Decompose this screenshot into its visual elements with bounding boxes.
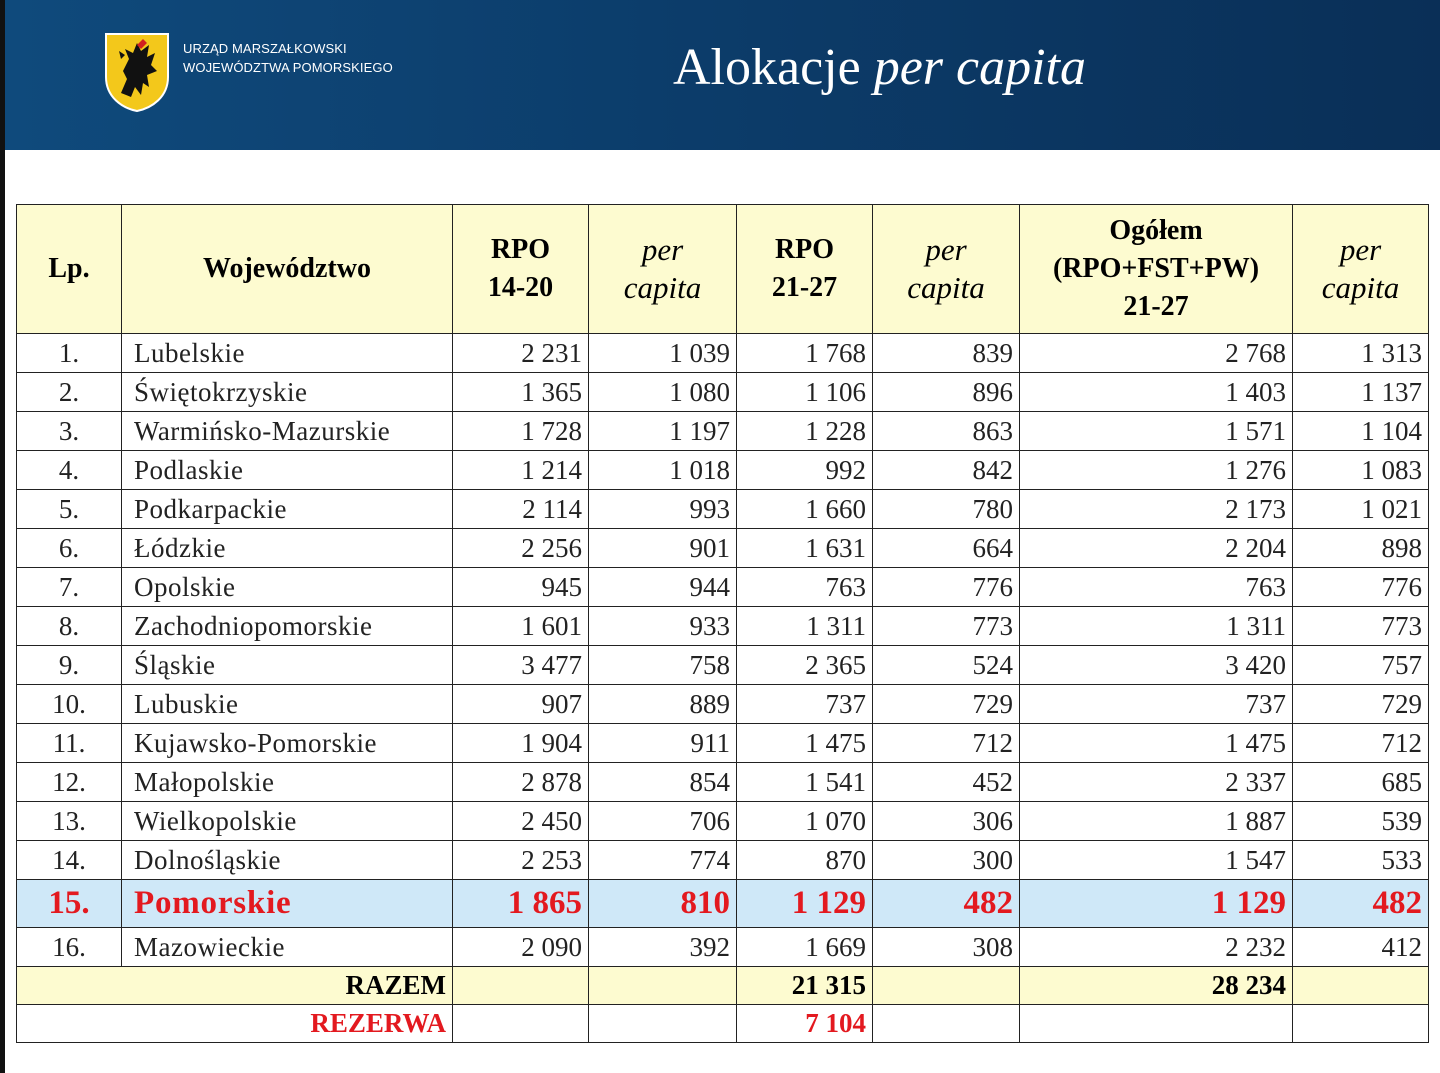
cell-per-capita-3: 898	[1293, 529, 1429, 568]
cell-lp: 10.	[17, 685, 122, 724]
cell-region: Lubuskie	[122, 685, 453, 724]
reserve-row	[17, 1005, 1429, 1043]
table-row	[17, 802, 1429, 841]
header-rpo-21-27	[737, 205, 873, 334]
header-rpo-14-20-line2: 14-20	[487, 272, 554, 303]
pomorskie-coat-of-arms-logo	[103, 31, 171, 113]
reserve-rpo-21-27: 7 104	[737, 1005, 873, 1043]
cell-per-capita-3: 1 137	[1293, 373, 1429, 412]
cell-lp: 6.	[17, 529, 122, 568]
cell-per-capita-2: 780	[873, 490, 1020, 529]
sum-label: RAZEM	[17, 967, 453, 1005]
cell-rpo-14-20: 2 090	[453, 928, 589, 967]
cell-per-capita-2: 308	[873, 928, 1020, 967]
cell-lp: 8.	[17, 607, 122, 646]
header-per-capita-2-line2: capita	[907, 270, 985, 305]
cell-rpo-21-27: 2 365	[737, 646, 873, 685]
table-body	[17, 334, 1429, 1043]
cell-lp: 15.	[17, 880, 122, 928]
sum-rpo-21-27: 21 315	[737, 967, 873, 1005]
cell-per-capita-1: 810	[589, 880, 737, 928]
sum-per-capita-3	[1293, 967, 1429, 1005]
cell-total: 2 204	[1020, 529, 1293, 568]
header-per-capita-1-line2: capita	[623, 270, 702, 305]
table-row	[17, 841, 1429, 880]
cell-lp: 7.	[17, 568, 122, 607]
cell-total: 1 129	[1020, 880, 1293, 928]
cell-total: 2 337	[1020, 763, 1293, 802]
cell-rpo-14-20: 3 477	[453, 646, 589, 685]
cell-per-capita-3: 1 021	[1293, 490, 1429, 529]
cell-per-capita-2: 306	[873, 802, 1020, 841]
table-row	[17, 724, 1429, 763]
table-row	[17, 529, 1429, 568]
header-total	[1020, 205, 1293, 334]
header-total-line1: Ogółem	[1109, 215, 1203, 246]
table-row	[17, 763, 1429, 802]
cell-per-capita-1: 1 197	[589, 412, 737, 451]
cell-total: 2 232	[1020, 928, 1293, 967]
cell-per-capita-3: 482	[1293, 880, 1429, 928]
sum-per-capita-2	[873, 967, 1020, 1005]
cell-rpo-21-27: 1 768	[737, 334, 873, 373]
cell-lp: 4.	[17, 451, 122, 490]
cell-rpo-21-27: 1 129	[737, 880, 873, 928]
cell-lp: 13.	[17, 802, 122, 841]
table-header-row	[17, 205, 1429, 334]
reserve-total	[1020, 1005, 1293, 1043]
cell-per-capita-2: 863	[873, 412, 1020, 451]
cell-region: Opolskie	[122, 568, 453, 607]
cell-total: 1 571	[1020, 412, 1293, 451]
cell-per-capita-2: 896	[873, 373, 1020, 412]
cell-per-capita-2: 729	[873, 685, 1020, 724]
cell-region: Pomorskie	[122, 880, 453, 928]
cell-lp: 14.	[17, 841, 122, 880]
cell-lp: 1.	[17, 334, 122, 373]
left-edge-bar	[0, 0, 5, 1073]
cell-region: Świętokrzyskie	[122, 373, 453, 412]
cell-rpo-14-20: 1 904	[453, 724, 589, 763]
cell-total: 1 276	[1020, 451, 1293, 490]
cell-per-capita-1: 1 018	[589, 451, 737, 490]
header-region	[122, 205, 453, 334]
cell-total: 3 420	[1020, 646, 1293, 685]
cell-per-capita-3: 712	[1293, 724, 1429, 763]
sum-row	[17, 967, 1429, 1005]
header-per-capita-2	[873, 205, 1020, 334]
header-rpo-21-27-line1: RPO	[774, 234, 835, 265]
cell-rpo-21-27: 1 228	[737, 412, 873, 451]
cell-per-capita-1: 911	[589, 724, 737, 763]
cell-rpo-14-20: 1 365	[453, 373, 589, 412]
cell-per-capita-3: 776	[1293, 568, 1429, 607]
reserve-per-capita-2	[873, 1005, 1020, 1043]
cell-per-capita-3: 533	[1293, 841, 1429, 880]
cell-rpo-14-20: 1 728	[453, 412, 589, 451]
cell-total: 1 887	[1020, 802, 1293, 841]
cell-region: Mazowieckie	[122, 928, 453, 967]
cell-per-capita-2: 482	[873, 880, 1020, 928]
header-rpo-21-27-line2: 21-27	[771, 272, 838, 303]
page-title	[673, 36, 1086, 100]
header-banner	[5, 0, 1440, 150]
cell-region: Zachodniopomorskie	[122, 607, 453, 646]
cell-total: 1 403	[1020, 373, 1293, 412]
cell-per-capita-2: 664	[873, 529, 1020, 568]
cell-per-capita-3: 539	[1293, 802, 1429, 841]
cell-per-capita-1: 758	[589, 646, 737, 685]
header-per-capita-3-line1: per	[1339, 232, 1382, 267]
header-total-line2: (RPO+FST+PW)	[1052, 253, 1260, 284]
sum-per-capita-1	[589, 967, 737, 1005]
table-row	[17, 607, 1429, 646]
cell-per-capita-2: 842	[873, 451, 1020, 490]
cell-rpo-21-27: 870	[737, 841, 873, 880]
cell-rpo-21-27: 1 106	[737, 373, 873, 412]
cell-per-capita-2: 776	[873, 568, 1020, 607]
cell-rpo-14-20: 1 601	[453, 607, 589, 646]
cell-rpo-21-27: 1 311	[737, 607, 873, 646]
cell-total: 2 173	[1020, 490, 1293, 529]
table-row	[17, 412, 1429, 451]
header-per-capita-3	[1293, 205, 1429, 334]
cell-lp: 11.	[17, 724, 122, 763]
cell-lp: 3.	[17, 412, 122, 451]
cell-per-capita-1: 889	[589, 685, 737, 724]
header-per-capita-3-line2: capita	[1321, 270, 1400, 305]
cell-region: Dolnośląskie	[122, 841, 453, 880]
cell-lp: 2.	[17, 373, 122, 412]
page-title-main: Alokacje	[673, 39, 874, 96]
cell-per-capita-2: 712	[873, 724, 1020, 763]
cell-per-capita-1: 901	[589, 529, 737, 568]
organization-name	[183, 39, 393, 77]
cell-rpo-14-20: 945	[453, 568, 589, 607]
cell-per-capita-3: 685	[1293, 763, 1429, 802]
cell-lp: 16.	[17, 928, 122, 967]
cell-rpo-21-27: 1 660	[737, 490, 873, 529]
cell-rpo-14-20: 2 450	[453, 802, 589, 841]
cell-rpo-21-27: 763	[737, 568, 873, 607]
cell-region: Wielkopolskie	[122, 802, 453, 841]
cell-per-capita-1: 944	[589, 568, 737, 607]
cell-rpo-21-27: 737	[737, 685, 873, 724]
cell-per-capita-1: 392	[589, 928, 737, 967]
cell-rpo-21-27: 1 669	[737, 928, 873, 967]
cell-per-capita-1: 706	[589, 802, 737, 841]
cell-lp: 9.	[17, 646, 122, 685]
cell-per-capita-3: 1 104	[1293, 412, 1429, 451]
cell-per-capita-2: 839	[873, 334, 1020, 373]
sum-rpo-14-20	[453, 967, 589, 1005]
allocation-table	[16, 204, 1429, 1043]
cell-lp: 12.	[17, 763, 122, 802]
table-row	[17, 334, 1429, 373]
table-row	[17, 490, 1429, 529]
cell-per-capita-1: 774	[589, 841, 737, 880]
reserve-label: REZERWA	[17, 1005, 453, 1043]
table-row	[17, 685, 1429, 724]
sum-total: 28 234	[1020, 967, 1293, 1005]
header-per-capita-1	[589, 205, 737, 334]
cell-rpo-21-27: 1 070	[737, 802, 873, 841]
reserve-per-capita-3	[1293, 1005, 1429, 1043]
table-row-highlighted	[17, 880, 1429, 928]
cell-rpo-21-27: 1 475	[737, 724, 873, 763]
cell-region: Łódzkie	[122, 529, 453, 568]
cell-per-capita-1: 933	[589, 607, 737, 646]
cell-region: Małopolskie	[122, 763, 453, 802]
cell-lp: 5.	[17, 490, 122, 529]
reserve-rpo-14-20	[453, 1005, 589, 1043]
table-row	[17, 451, 1429, 490]
cell-rpo-14-20: 2 878	[453, 763, 589, 802]
cell-per-capita-2: 452	[873, 763, 1020, 802]
header-region-label: Województwo	[203, 253, 371, 284]
cell-region: Warmińsko-Mazurskie	[122, 412, 453, 451]
cell-region: Lubelskie	[122, 334, 453, 373]
reserve-per-capita-1	[589, 1005, 737, 1043]
cell-total: 1 547	[1020, 841, 1293, 880]
table-row	[17, 646, 1429, 685]
cell-per-capita-3: 757	[1293, 646, 1429, 685]
cell-rpo-21-27: 992	[737, 451, 873, 490]
cell-per-capita-2: 773	[873, 607, 1020, 646]
page-title-italic: per capita	[873, 39, 1086, 96]
cell-per-capita-2: 300	[873, 841, 1020, 880]
cell-rpo-14-20: 2 256	[453, 529, 589, 568]
cell-region: Podlaskie	[122, 451, 453, 490]
cell-region: Podkarpackie	[122, 490, 453, 529]
cell-rpo-14-20: 1 214	[453, 451, 589, 490]
header-rpo-14-20-line1: RPO	[490, 234, 551, 265]
table-row	[17, 928, 1429, 967]
cell-total: 737	[1020, 685, 1293, 724]
header-per-capita-1-line1: per	[641, 232, 684, 267]
cell-region: Kujawsko-Pomorskie	[122, 724, 453, 763]
header-total-line3: 21-27	[1123, 291, 1189, 322]
cell-rpo-14-20: 2 253	[453, 841, 589, 880]
cell-total: 2 768	[1020, 334, 1293, 373]
cell-total: 1 475	[1020, 724, 1293, 763]
cell-region: Śląskie	[122, 646, 453, 685]
cell-rpo-14-20: 2 114	[453, 490, 589, 529]
organization-name-line1: URZĄD MARSZAŁKOWSKI	[183, 41, 347, 56]
cell-per-capita-1: 854	[589, 763, 737, 802]
cell-per-capita-2: 524	[873, 646, 1020, 685]
cell-per-capita-1: 1 080	[589, 373, 737, 412]
cell-rpo-21-27: 1 541	[737, 763, 873, 802]
header-per-capita-2-line1: per	[925, 232, 967, 267]
cell-per-capita-1: 993	[589, 490, 737, 529]
header-lp-label: Lp.	[48, 253, 90, 284]
cell-total: 763	[1020, 568, 1293, 607]
table-row	[17, 373, 1429, 412]
cell-rpo-14-20: 1 865	[453, 880, 589, 928]
cell-rpo-21-27: 1 631	[737, 529, 873, 568]
cell-per-capita-3: 1 083	[1293, 451, 1429, 490]
cell-per-capita-3: 1 313	[1293, 334, 1429, 373]
cell-per-capita-3: 773	[1293, 607, 1429, 646]
cell-rpo-14-20: 2 231	[453, 334, 589, 373]
header-rpo-14-20	[453, 205, 589, 334]
organization-name-line2: WOJEWÓDZTWA POMORSKIEGO	[183, 60, 393, 75]
cell-per-capita-3: 412	[1293, 928, 1429, 967]
cell-rpo-14-20: 907	[453, 685, 589, 724]
table-row	[17, 568, 1429, 607]
header-lp	[17, 205, 122, 334]
cell-per-capita-3: 729	[1293, 685, 1429, 724]
cell-per-capita-1: 1 039	[589, 334, 737, 373]
cell-total: 1 311	[1020, 607, 1293, 646]
